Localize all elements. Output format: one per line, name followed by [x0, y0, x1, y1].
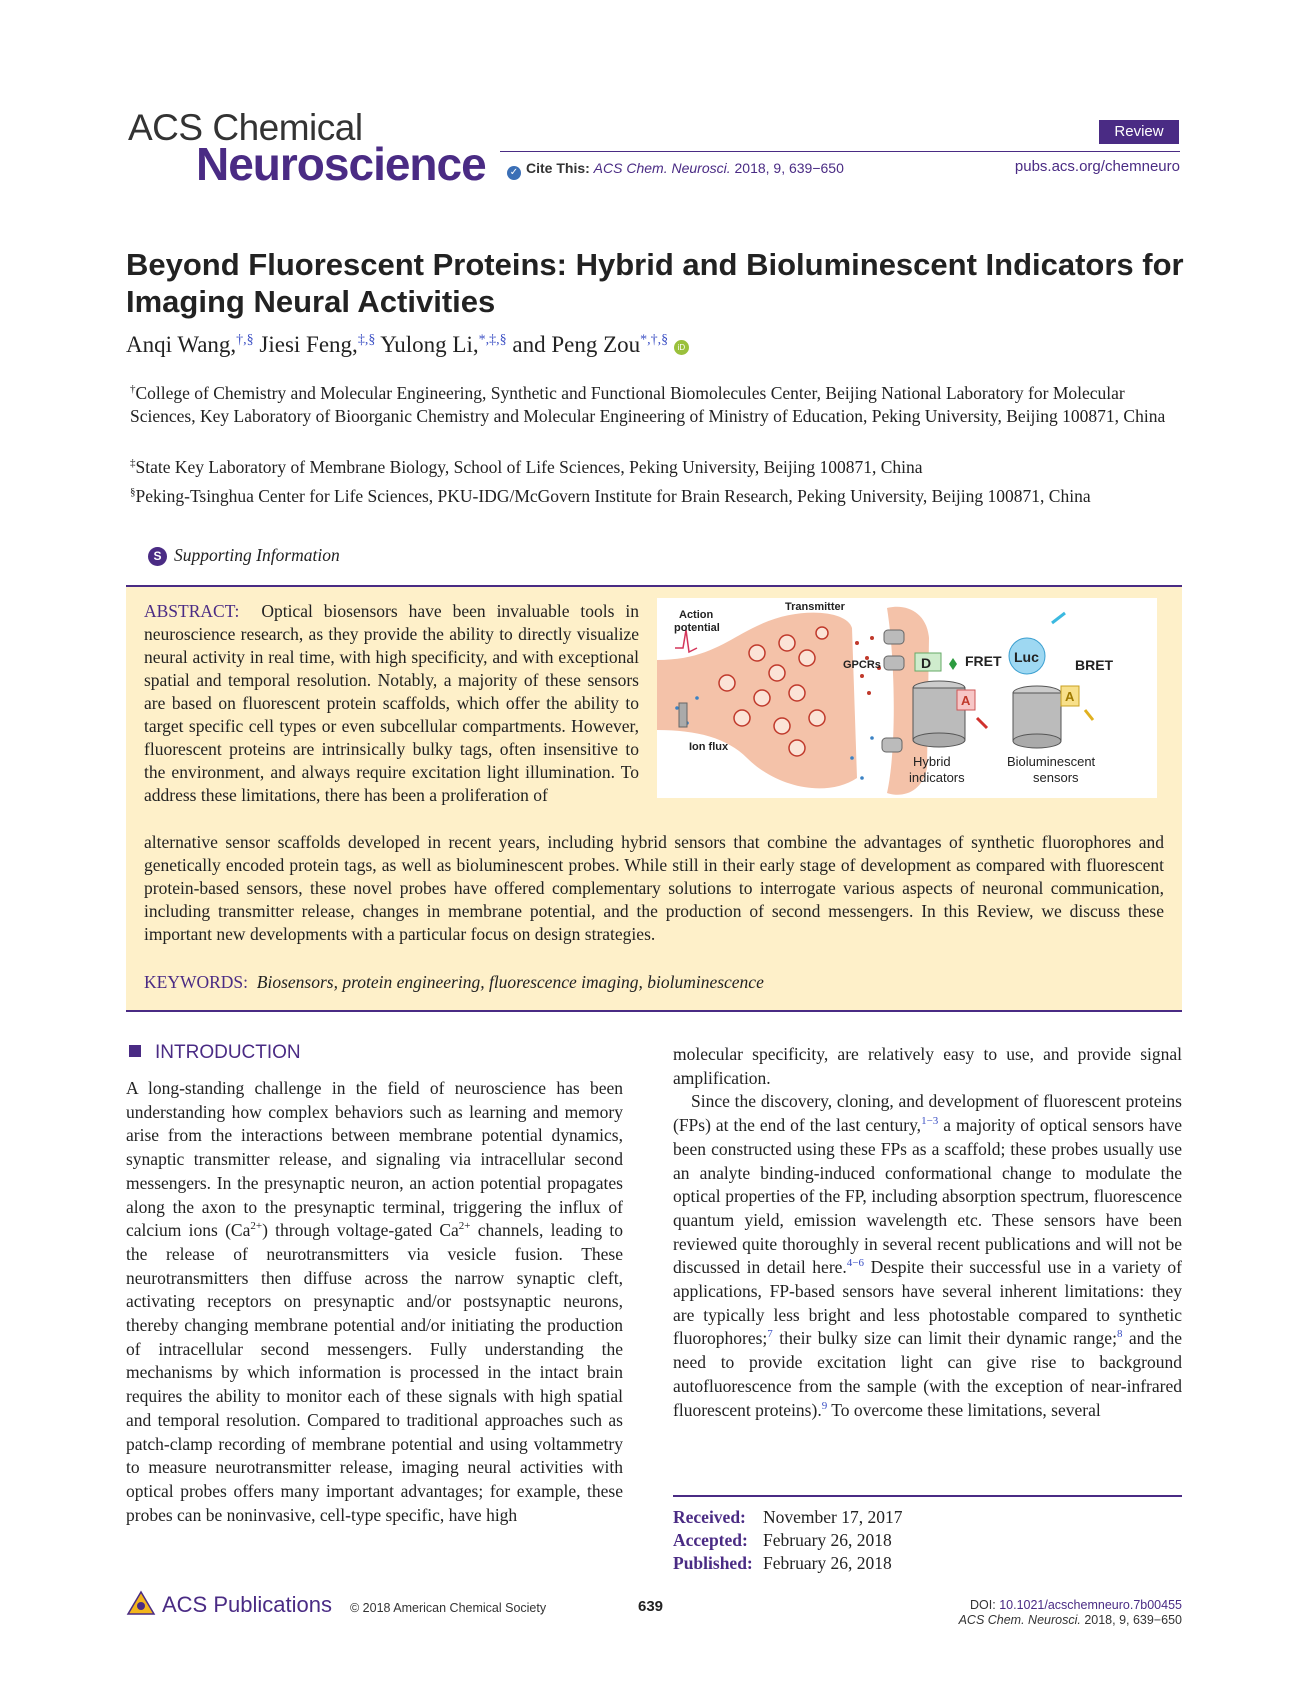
- author-marks[interactable]: †,§: [236, 332, 254, 348]
- citation-link[interactable]: 7: [767, 1328, 773, 1341]
- dates-rule: [673, 1495, 1182, 1497]
- doi-link[interactable]: 10.1021/acschemneuro.7b00455: [999, 1598, 1182, 1612]
- label-ion-flux: Ion flux: [689, 741, 729, 753]
- paragraph: molecular specificity, are relatively easy to use, and provide signal amplification.: [673, 1044, 1182, 1088]
- cite-this[interactable]: [507, 160, 844, 180]
- introduction-heading: INTRODUCTION: [129, 1042, 301, 1064]
- svg-text:A: A: [961, 693, 971, 708]
- check-icon: ✓: [507, 166, 521, 180]
- date-published: Published: February 26, 2018: [673, 1553, 892, 1573]
- intro-left-column: A long-standing challenge in the field of neuroscience has been understanding how complex behaviors such as learning and memory arise from the interactions between membrane potential dynamics, synaptic transmitter release, and signaling via intracellular second messengers. In the presynaptic neuron, an action potential propagates along the axon to the presynaptic terminal, triggering the influx of calcium ions $(Ca^{2+})$ through voltage-gated $Ca^{2+}$ channels, leading to the release of neurotransmitters via vesicle fusion. These neurotransmitters then diffuse across the narrow synaptic cleft, activating receptors on presynaptic and/or postsynaptic neurons, thereby changing membrane potential and/or initiating the production of intracellular second messengers. Fully understanding the mechanisms by which information is processed in the intact brain requires the ability to monitor each of these signals with high spatial and temporal resolution. Compared to traditional approaches such as patch-clamp recording of membrane potential and using voltammetry to measure neurotransmitter release, imaging neural activities with optical probes offers many important advantages; for example, these probes can be noninvasive, cell-type specific, have high: [126, 1078, 623, 1525]
- svg-text:A: A: [1065, 689, 1075, 704]
- paragraph: Since the discovery, cloning, and development of fluorescent proteins (FPs) at the end of the last century,$^{1-3}$ a majority of optical sensors have been constructed using these FPs as a scaffold; these probes usually use an analyte binding-induced conformational change to modulate the optical properties of the FP, including absorption spectrum, fluorescence quantum yield, emission wavelength etc. These sensors have been reviewed quite thoroughly in several recent publications and will not be discussed in detail here.$^{4-6}$ Despite their successful use in a variety of applications, FP-based sensors have several inherent limitations: they are typically less bright and less photostable compared to synthetic fluorophores;$^7$ their bulky size can limit their dynamic range;$^8$ and the need to provide excitation light can give rise to background autofluorescence from the sample (with the exception of near-infrared fluorescent proteins).$^9$ To overcome these limitations, several: [673, 1091, 1182, 1420]
- author-name[interactable]: Jiesi Feng,: [259, 332, 358, 357]
- acs-publications-logo[interactable]: ACS Publications: [126, 1590, 332, 1618]
- abstract-text-bottom: alternative sensor scaffolds developed in recent years, including hybrid sensors that combine the advantages of synthetic fluorophores and genetically encoded protein tags, as well as bioluminescent probes. While still in their early stage of development as compared with fluorescent protein-based sensors, these novel probes have offered complementary solutions to interrogate various aspects of neuronal communication, including transmitter release, changes in membrane potential, and the production of second messengers. In this Review, we discuss these important new developments with a particular focus on design strategies.: [144, 832, 1164, 944]
- copyright: © 2018 American Chemical Society: [350, 1601, 547, 1615]
- journal-url-link[interactable]: pubs.acs.org/chemneuro: [1014, 158, 1180, 175]
- author-name[interactable]: and Peng Zou: [512, 332, 641, 357]
- page-number: 639: [638, 1598, 664, 1615]
- gpcr-receptor: [884, 656, 904, 670]
- label-bioluminescent: Bioluminescent: [1007, 754, 1096, 769]
- toc-graphic[interactable]: [657, 598, 1157, 798]
- date-accepted: Accepted: February 26, 2018: [673, 1530, 892, 1550]
- keywords-list: Biosensors, protein engineering, fluorescence imaging, bioluminescence: [256, 972, 764, 992]
- author-name[interactable]: Anqi Wang,: [126, 332, 237, 357]
- label-action: Action: [679, 609, 714, 621]
- svg-text:Luc: Luc: [1014, 649, 1039, 665]
- gpcr-receptor: [884, 630, 904, 644]
- article-title: Beyond Fluorescent Proteins: Hybrid and Bioluminescent Indicators for Imaging Neural Activities: [126, 247, 1184, 319]
- label-potential: potential: [674, 622, 720, 634]
- article-type-badge: Review: [1099, 120, 1179, 144]
- keywords-label: KEYWORDS:: [144, 972, 249, 992]
- abstract-label: ABSTRACT:: [144, 601, 240, 621]
- journal-logo-line1: ACS Chemical: [128, 107, 363, 148]
- date-received: Received: November 17, 2017: [673, 1507, 903, 1527]
- author-name[interactable]: Yulong Li,: [380, 332, 479, 357]
- affiliation: ‡State Key Laboratory of Membrane Biology, School of Life Sciences, Peking University, Beijing 100871, China: [130, 456, 923, 477]
- label-gpcrs: GPCRs: [843, 659, 881, 671]
- label-fret: FRET: [965, 653, 1002, 669]
- keywords: [144, 972, 764, 993]
- header-rule: [500, 151, 1180, 152]
- intro-right-column: [673, 1043, 1182, 1422]
- label-sensors: sensors: [1033, 770, 1079, 785]
- section-bullet: [129, 1045, 141, 1057]
- acs-logo-icon: [126, 1590, 156, 1616]
- citation-link[interactable]: 4−6: [846, 1257, 865, 1270]
- label-transmitter: Transmitter: [785, 601, 845, 613]
- svg-text:D: D: [921, 655, 932, 671]
- article-dates: [673, 1506, 903, 1575]
- bioluminescent-sensor-diagram: [1007, 613, 1114, 785]
- doi-block: DOI: 10.1021/acschemneuro.7b00455 ACS Chem. Neurosci. 2018, 9, 639−650: [958, 1598, 1182, 1627]
- author-marks[interactable]: *,†,§: [640, 332, 669, 348]
- author-marks[interactable]: *,‡,§: [478, 332, 507, 348]
- journal-logo-line2: Neuroscience: [196, 138, 486, 190]
- orcid-icon[interactable]: iD: [674, 340, 689, 355]
- gpcr-receptor: [882, 738, 902, 752]
- ion-channel: [679, 703, 687, 727]
- label-bret: BRET: [1075, 657, 1114, 673]
- citation-link[interactable]: 8: [1116, 1328, 1123, 1341]
- citation-link[interactable]: 9: [821, 1399, 828, 1412]
- label-indicators: indicators: [909, 770, 965, 785]
- author-marks[interactable]: ‡,§: [357, 332, 376, 348]
- supporting-information-link[interactable]: S Supporting Information: [148, 545, 340, 566]
- author-list: [126, 332, 689, 358]
- affiliation: †College of Chemistry and Molecular Engineering, Synthetic and Functional Biomolecules Center, Beijing National Laboratory for Molecular Sciences, Key Laboratory of Bioorganic Chemistry and Molecular Engineering of Ministry of Education, Peking University, Beijing 100871, China: [130, 382, 1166, 426]
- citation-link[interactable]: 1−3: [921, 1115, 939, 1128]
- cite-journal[interactable]: ACS Chem. Neurosci. 2018, 9, 639−650: [593, 160, 844, 176]
- label-hybrid: Hybrid: [913, 754, 951, 769]
- supporting-info-icon: S: [148, 547, 167, 566]
- cite-label: Cite This:: [526, 160, 590, 176]
- abstract-text-top: ABSTRACT: Optical biosensors have been invaluable tools in neuroscience research, as they provide the ability to directly visualize neural activity in real time, with high specificity, and with exceptional spatial and temporal resolution. Notably, a majority of these sensors are based on fluorescent protein scaffolds, which offer the ability to target specific cell types or even subcellular compartments. However, fluorescent proteins are intrinsically bulky tags, often insensitive to the environment, and always require excitation light illumination. To address these limitations, there has been a proliferation of: [144, 601, 639, 805]
- affiliation: §Peking-Tsinghua Center for Life Sciences, PKU-IDG/McGovern Institute for Brain Research, Peking University, Beijing 100871, China: [130, 485, 1091, 506]
